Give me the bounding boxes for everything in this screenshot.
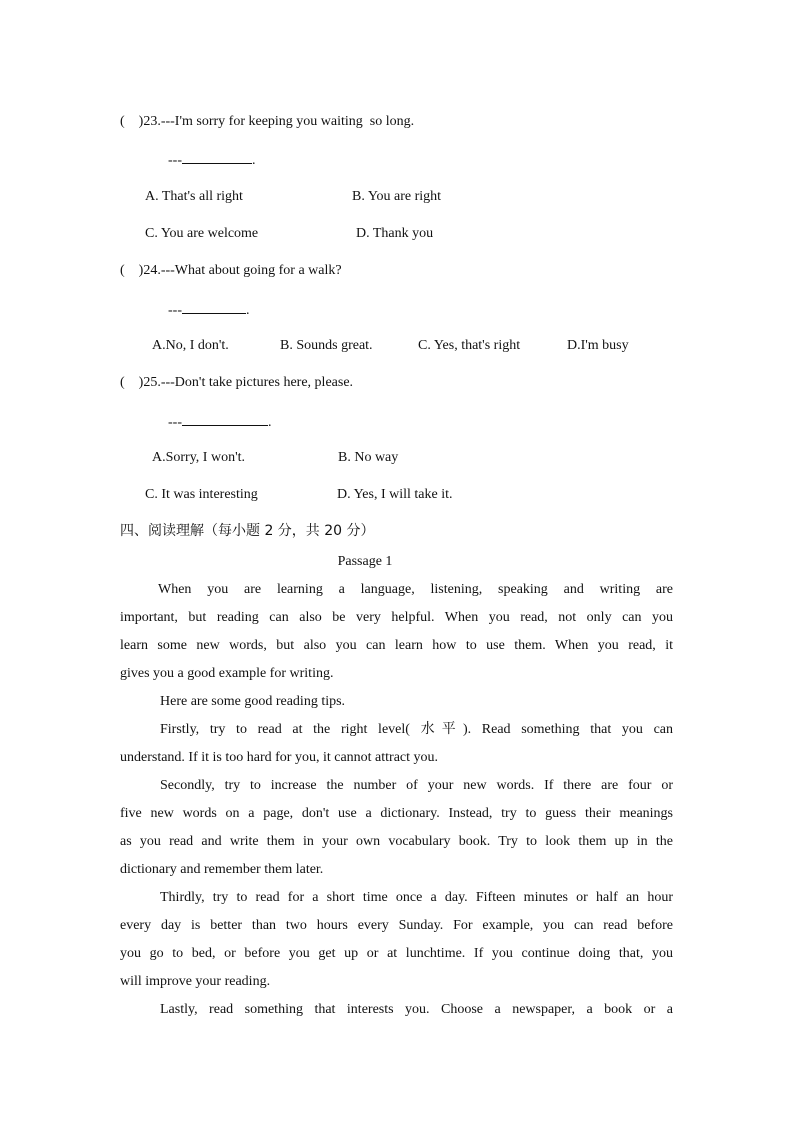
question-25-option-c: C. It was interesting [145, 487, 258, 502]
question-24-option-a: A.No, I don't. [152, 338, 229, 353]
question-23-option-a: A. That's all right [145, 189, 243, 204]
question-25: ( )25.---Don't take pictures here, please. [120, 375, 354, 390]
paragraph-line: every day is better than two hours every Sunday. For example, you can read before [120, 918, 673, 933]
answer-prefix: --- [168, 415, 182, 430]
question-23-option-b: B. You are right [352, 189, 442, 204]
question-23-option-c: C. You are welcome [145, 226, 259, 241]
paragraph-line: you go to bed, or before you get up or at lunchtime. If you continue doing that, you [120, 946, 673, 961]
answer-suffix: . [268, 415, 272, 430]
section-heading: 四、阅读理解（每小题 2 分，共 20 分） [120, 523, 375, 539]
paragraph-line: will improve your reading. [120, 974, 271, 989]
question-25-option-b: B. No way [338, 450, 399, 465]
question-24: ( )24.---What about going for a walk? [120, 263, 342, 278]
question-23: ( )23.---I'm sorry for keeping you waiting so long. [120, 114, 415, 129]
paragraph-line: Secondly, try to increase the number of your new words. If there are four or [160, 778, 673, 793]
paragraph-line: When you are learning a language, listening, speaking and writing are [158, 582, 673, 597]
paragraph-line: understand. If it is too hard for you, it cannot attract you. [120, 750, 439, 765]
answer-blank[interactable] [182, 412, 268, 426]
paragraph-line: important, but reading can also be very helpful. When you read, not only can you [120, 610, 673, 625]
question-23-option-d: D. Thank you [356, 226, 434, 241]
paragraph-line: learn some new words, but also you can learn how to use them. When you read, it [120, 638, 673, 653]
question-25-option-d: D. Yes, I will take it. [337, 487, 453, 502]
question-24-option-d: D.I'm busy [567, 338, 629, 353]
paragraph-line: Thirdly, try to read for a short time once a day. Fifteen minutes or half an hour [160, 890, 673, 905]
question-24-answer-line [168, 300, 250, 320]
question-23-answer-line [168, 150, 256, 170]
answer-blank[interactable] [182, 150, 252, 164]
paragraph-line: five new words on a page, don't use a dictionary. Instead, try to guess their meanings [120, 806, 673, 821]
question-25-option-a: A.Sorry, I won't. [152, 450, 245, 465]
answer-suffix: . [246, 303, 250, 318]
passage-title: Passage 1 [337, 554, 393, 569]
question-24-option-c: C. Yes, that's right [418, 338, 521, 353]
paragraph-line: Firstly, try to read at the right level( 水平). Read something that you can [160, 722, 673, 737]
paragraph-line: as you read and write them in your own vocabulary book. Try to look them up in the [120, 834, 673, 849]
answer-suffix: . [252, 153, 256, 168]
answer-blank[interactable] [182, 300, 246, 314]
question-25-answer-line [168, 412, 272, 432]
answer-prefix: --- [168, 153, 182, 168]
paragraph-line: gives you a good example for writing. [120, 666, 334, 681]
paragraph-line: Lastly, read something that interests you. Choose a newspaper, a book or a [160, 1002, 673, 1017]
paragraph-line: Here are some good reading tips. [160, 694, 346, 709]
question-24-option-b: B. Sounds great. [280, 338, 373, 353]
paragraph-line: dictionary and remember them later. [120, 862, 324, 877]
answer-prefix: --- [168, 303, 182, 318]
